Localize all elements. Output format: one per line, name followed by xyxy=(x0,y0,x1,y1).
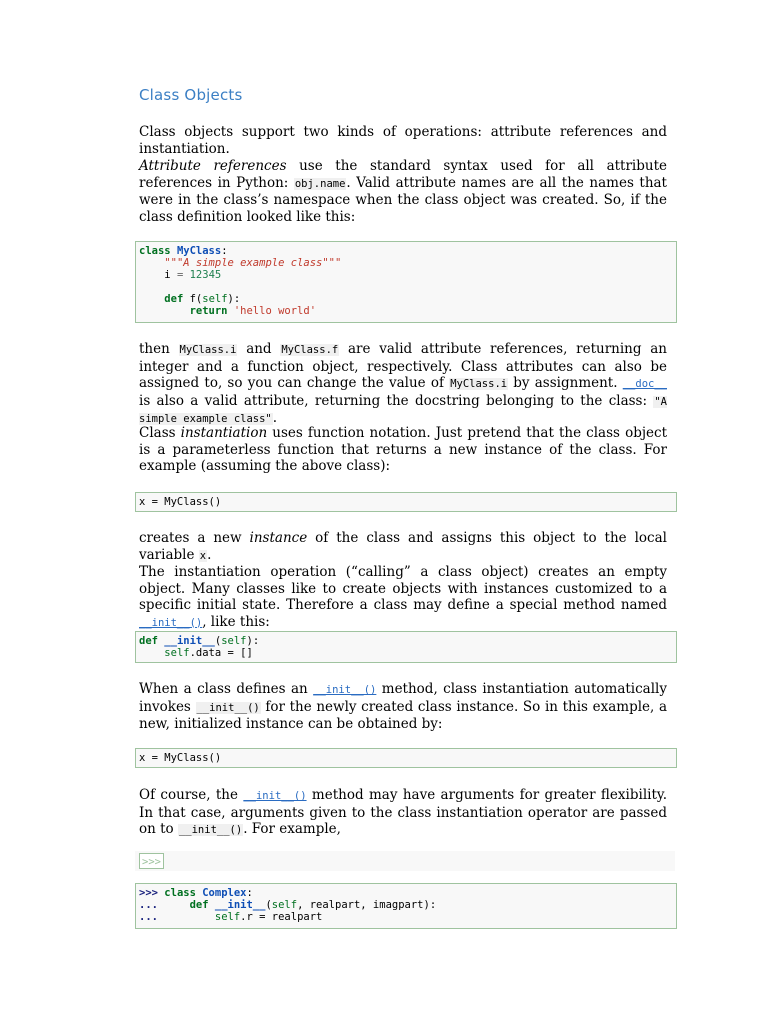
text-run: Of course, the xyxy=(139,787,244,803)
paragraph-class-defines-init xyxy=(139,681,667,733)
paragraph-attribute-references xyxy=(139,158,667,225)
punct-token: ): xyxy=(246,635,260,647)
emphasis-text: instance xyxy=(249,530,308,546)
text-run: Class xyxy=(139,425,181,441)
function-token: __init__ xyxy=(214,899,266,911)
code-text: , realpart, imagpart): xyxy=(297,899,437,911)
inline-code: MyClass.i xyxy=(179,344,237,356)
section-heading: Class Objects xyxy=(139,86,243,104)
inline-code: MyClass.i xyxy=(450,378,508,390)
text-run: of the class and assigns this object to the local variable xyxy=(139,530,667,563)
self-token: self xyxy=(221,635,247,647)
text-run: method may have arguments for greater flexibility. In that case, arguments given to the class instantiation operator are passed on to xyxy=(139,787,667,837)
var-token: i xyxy=(164,269,171,281)
text-run: . xyxy=(207,546,212,563)
text-run: uses function notation. Just pretend that the class object is a parameterless function that returns a new instance of the class. For example (assuming the above class): xyxy=(139,425,668,474)
paragraph-arguments xyxy=(139,787,667,839)
operator-token: = xyxy=(176,269,184,281)
self-token: self xyxy=(164,647,190,659)
keyword-token: def xyxy=(139,635,158,647)
code-block-complex xyxy=(135,883,677,929)
docstring-token: """A simple example class""" xyxy=(164,257,342,269)
self-token: self xyxy=(202,293,228,305)
text-run: are valid attribute references, returning an integer and a function object, respectively. Class attributes can also be assigned to, so you can change the value of xyxy=(139,341,667,391)
prompt-token: ... xyxy=(139,911,158,923)
code-block-myclass xyxy=(135,241,677,323)
text-run: . Valid attribute names are all the names that were in the class’s namespace when the class object was created. So, if the class definition looked like this: xyxy=(139,174,667,225)
inline-code: x xyxy=(199,549,207,562)
keyword-token: class xyxy=(139,245,171,257)
number-token: 12345 xyxy=(189,269,222,281)
self-token: self xyxy=(271,899,298,911)
prompt-token: ... xyxy=(139,899,158,911)
paragraph-valid-attributes xyxy=(139,341,667,428)
paragraph-intro: Class objects support two kinds of operations: attribute references and instantiation. xyxy=(139,124,667,157)
inline-code: __init__() xyxy=(178,824,243,836)
keyword-token: def xyxy=(189,899,209,911)
text-run: When a class defines an xyxy=(139,681,314,697)
punct-token: ): xyxy=(227,293,241,305)
emphasis-text: instantiation xyxy=(180,425,268,441)
text-run: , like this: xyxy=(202,613,270,630)
init-method-link[interactable]: __init__() xyxy=(139,616,203,629)
inline-code: obj.name xyxy=(294,177,346,190)
punct-token: ( xyxy=(265,899,272,911)
code-block-init xyxy=(135,631,677,663)
text-run: . For example, xyxy=(243,821,341,837)
prompt-token: >>> xyxy=(139,887,158,899)
self-token: self xyxy=(214,911,241,923)
text-run: for the newly created class instance. So in this example, a new, initialized instance can be obtained by: xyxy=(139,698,667,732)
code-block-instantiate-2: x = MyClass() xyxy=(135,748,677,768)
text-run: The instantiation operation (“calling” a class object) creates an empty object. Many classes like to create objects with instances customized to a specific initial state. Therefore a class may define a special method named xyxy=(139,564,667,613)
function-token: __init__ xyxy=(164,635,215,647)
paragraph-creates-instance xyxy=(139,530,667,564)
text-run: . xyxy=(272,410,278,426)
text-run: use the standard syntax used for all attribute references in Python: xyxy=(139,158,667,191)
code-text: .r = realpart xyxy=(240,911,323,923)
text-run: method, class instantiation automatically invokes xyxy=(139,681,667,715)
prompt-toggle-button[interactable]: >>> xyxy=(139,853,164,869)
init-method-link-2[interactable]: __init__() xyxy=(313,684,377,696)
paragraph-init-method xyxy=(139,564,667,631)
inline-code: __init__() xyxy=(196,701,260,714)
class-name-token: Complex xyxy=(202,887,247,899)
inline-code: "A simple example class" xyxy=(139,395,667,425)
keyword-token: return xyxy=(189,305,228,317)
text-run: and xyxy=(237,341,281,357)
function-token: f( xyxy=(189,293,203,305)
punct-token: : xyxy=(221,245,228,257)
string-token: 'hello world' xyxy=(233,305,317,317)
init-method-link-3[interactable]: __init__() xyxy=(243,790,307,802)
inline-code: MyClass.f xyxy=(281,344,339,356)
code-text: .data = [] xyxy=(189,647,253,659)
paragraph-instantiation xyxy=(139,425,667,475)
keyword-token: class xyxy=(164,887,196,899)
code-block-instantiate: x = MyClass() xyxy=(135,492,677,512)
punct-token: : xyxy=(246,887,253,899)
prompt-toggle-bar xyxy=(135,851,675,871)
text-run: creates a new xyxy=(139,530,250,546)
text-run: then xyxy=(139,341,179,357)
keyword-token: def xyxy=(164,293,184,305)
class-name-token: MyClass xyxy=(176,245,222,257)
emphasis-text: Attribute references xyxy=(139,158,287,174)
doc-attribute-link[interactable]: __doc__ xyxy=(622,378,667,390)
punct-token: ( xyxy=(214,635,222,647)
text-run: by assignment. xyxy=(508,375,623,391)
text-run: is also a valid attribute, returning the docstring belonging to the class: xyxy=(139,392,654,409)
